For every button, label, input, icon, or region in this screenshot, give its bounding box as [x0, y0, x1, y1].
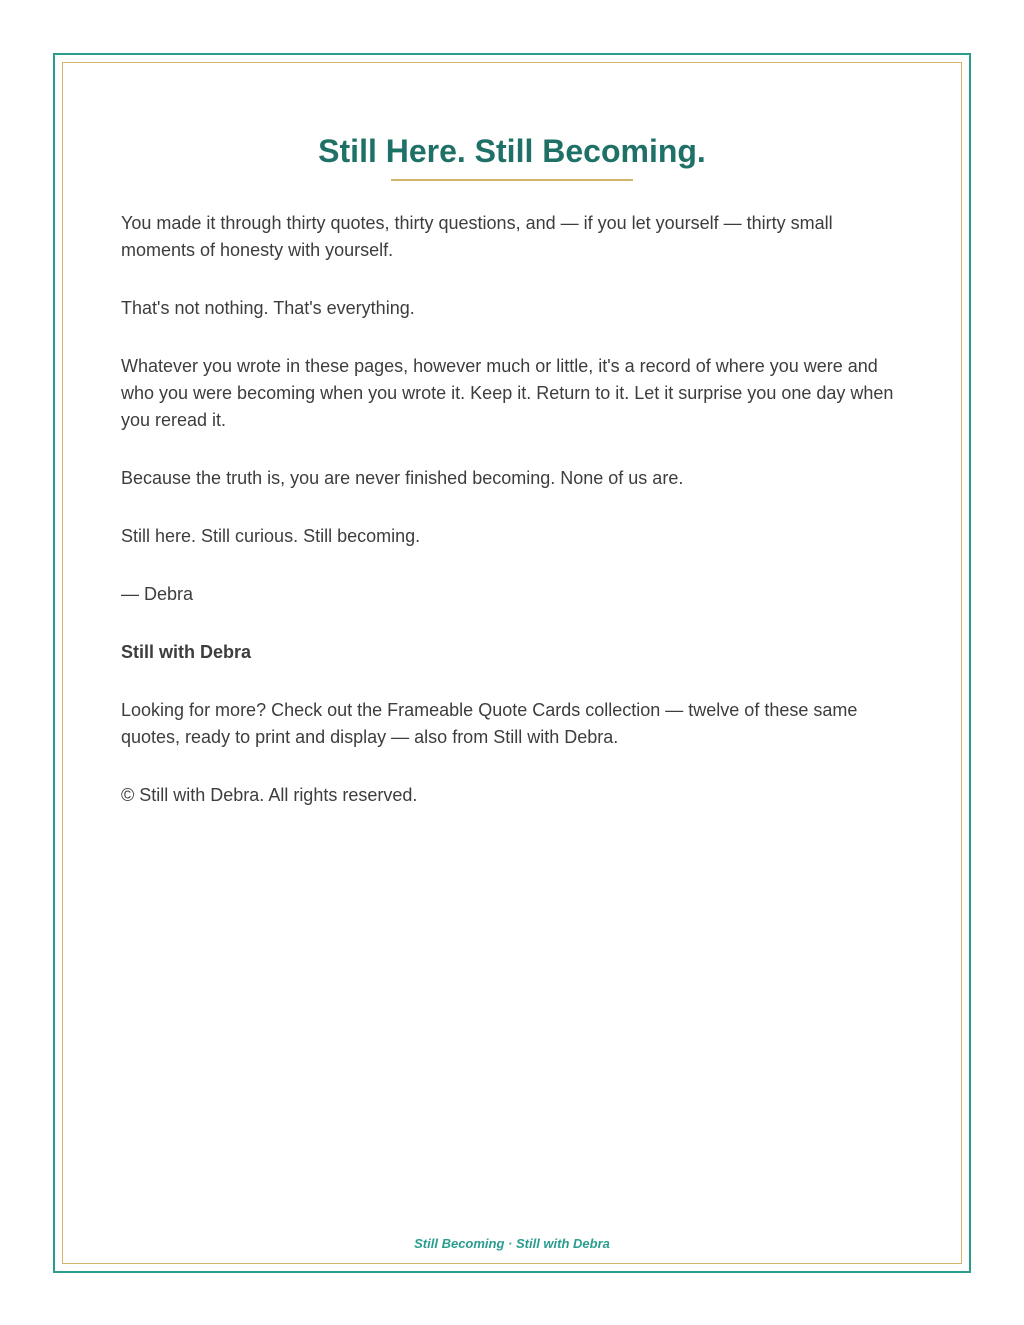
more-resources-note: Looking for more? Check out the Frameable Quote Cards collection — twelve of these same quotes, ready to print and display — also from Still with Debra. — [121, 700, 858, 747]
paragraph-everything: That's not nothing. That's everything. — [121, 298, 415, 318]
page-title: Still Here. Still Becoming. — [318, 133, 706, 169]
page-footer: Still Becoming · Still with Debra — [414, 1236, 610, 1251]
copyright-notice: © Still with Debra. All rights reserved. — [121, 785, 418, 805]
paragraph-truth: Because the truth is, you are never finished becoming. None of us are. — [121, 468, 684, 488]
paragraph-still-here: Still here. Still curious. Still becoming. — [121, 526, 421, 546]
brand-name: Still with Debra — [121, 642, 252, 662]
paragraph-intro: You made it through thirty quotes, thirty questions, and — if you let yourself — thirty small moments of honesty with yourself. — [121, 213, 833, 260]
paragraph-record: Whatever you wrote in these pages, however much or little, it's a record of where you were and who you were becoming when you wrote it. Keep it. Return to it. Let it surprise you one day when you reread it. — [121, 356, 894, 430]
author-signature: — Debra — [121, 584, 194, 604]
title-underline-divider — [391, 179, 633, 181]
letter-body — [121, 210, 906, 840]
